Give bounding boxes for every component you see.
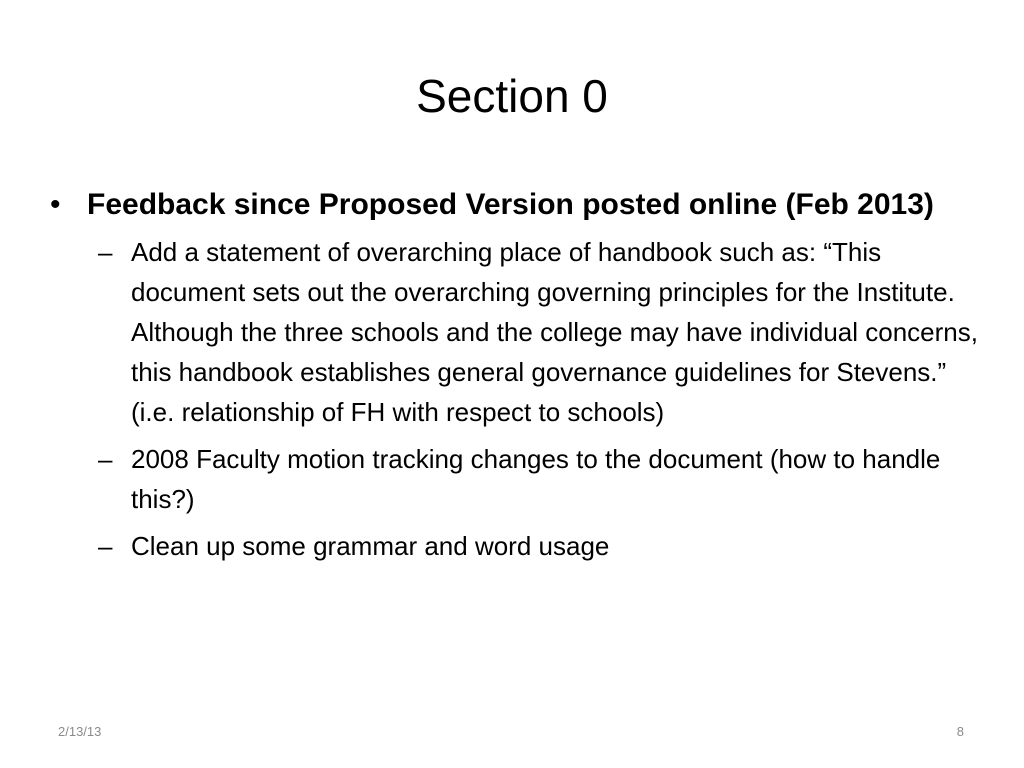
sub-bullet-marker: –	[98, 531, 113, 561]
bullet-marker: •	[50, 188, 61, 221]
sub-bullet-text: Clean up some grammar and word usage	[131, 531, 610, 561]
sub-bullet-marker: –	[98, 237, 113, 267]
sub-bullet-faculty-motion	[98, 439, 990, 519]
slide-content	[50, 183, 990, 573]
primary-bullet-text: Feedback since Proposed Version posted online (Feb 2013)	[87, 188, 934, 221]
primary-bullet	[50, 183, 990, 227]
sub-bullet-marker: –	[98, 444, 113, 474]
sub-bullet-grammar-cleanup	[98, 526, 990, 566]
sub-bullet-text: Add a statement of overarching place of handbook such as: “This document sets out the overarching governing principles for the Institute. Although the three schools and the college may have individual concerns, this handbook establishes general governance guidelines for Stevens.” (i.e. relationship of FH with respect to schools)	[131, 237, 978, 427]
slide-title: Section 0	[416, 70, 608, 122]
sub-bullet-text: 2008 Faculty motion tracking changes to the document (how to handle this?)	[131, 444, 941, 514]
sub-bullet-list	[50, 232, 990, 566]
slide-date: 2/13/13	[58, 724, 102, 739]
slide-page-number: 8	[956, 724, 964, 739]
sub-bullet-handbook-statement	[98, 232, 990, 432]
